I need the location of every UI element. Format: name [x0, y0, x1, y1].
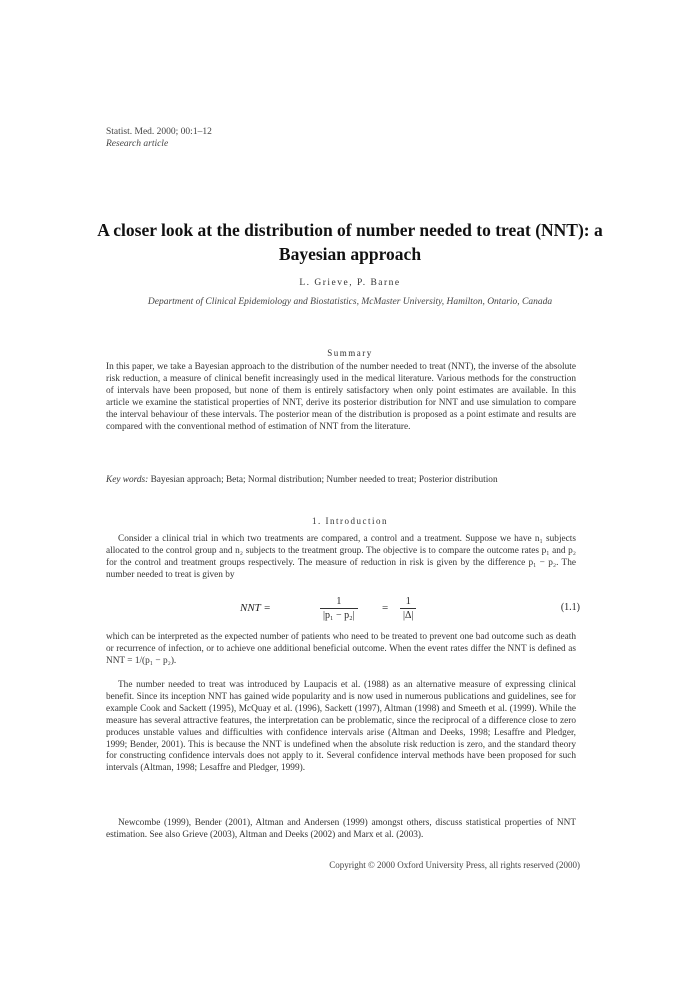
summary-text: In this paper, we take a Bayesian approach to the distribution of the number needed to treat (NNT), the inverse of the absolute risk reduction, a measure of clinical benefit increasingly used in the medical literature. Various methods for the construction of intervals have been proposed, but none of them is entirely satisfactory when only point estimates are available. In this article we examine the statistical properties of NNT, derive its posterior distribution for NNT and use simulation to compare the interval behaviour of these intervals. The posterior mean of the distribution is proposed as a point estimate and results are compared with the conventional method of estimation of NNT from the literature. — [106, 362, 576, 432]
author-line: L. Grieve, P. Barne — [299, 278, 401, 288]
copyright-footer: Copyright © 2000 Oxford University Press, all rights reserved (2000) — [329, 860, 580, 870]
equation-fraction-2 — [400, 596, 416, 622]
author-affiliation: Department of Clinical Epidemiology and Biostatistics, McMaster University, Hamilton, Ontario, Canada — [147, 297, 553, 307]
keywords-text: Bayesian approach; Beta; Normal distribution; Number needed to treat; Posterior distribution — [150, 475, 498, 485]
equation-nnt — [240, 596, 580, 626]
introduction-heading: 1. Introduction — [312, 516, 388, 526]
equation-denominator-2: |Δ| — [400, 608, 416, 622]
journal-citation: Statist. Med. 2000; 00:1–12 — [106, 127, 212, 137]
intro-paragraph-4: Newcombe (1999), Bender (2001), Altman and Andersen (1999) amongst others, discuss statistical properties of NNT estimation. See also Grieve (2003), Altman and Deeks (2002) and Marx et al. (2003). — [106, 818, 576, 840]
article-type: Research article — [106, 139, 169, 149]
equation-lhs: NNT = — [240, 602, 271, 614]
equation-equals: = — [382, 602, 389, 614]
equation-denominator-1: |p₁ − p₂| — [320, 608, 358, 622]
equation-numerator-2: 1 — [405, 596, 411, 607]
equation-numerator-1: 1 — [336, 596, 342, 607]
intro-paragraph-3: The number needed to treat was introduced by Laupacis et al. (1988) as an alternative measure of expressing clinical benefit. Since its inception NNT has gained wide popularity and is now used in numerous publications and guidelines, see for example Cook and Sackett (1995), McQuay et al. (1996), Sackett (1997), Altman (1998) and Smeeth et al. (1999). While the measure has several attractive features, the interpretation can be problematic, since the reciprocal of a difference close to zero produces unstable values and difficulties with confidence intervals arise (Altman and Deeks, 1998; Lesaffre and Pledger, 1999; Bender, 2001). This is because the NNT is undefined when the absolute risk reduction is zero, and the standard theory for constructing confidence intervals does not apply to it. Several confidence interval methods have been proposed for such intervals (Altman, 1998; Lesaffre and Pledger, 1999). — [106, 680, 576, 774]
keywords-label: Key words: — [106, 475, 149, 485]
equation-fraction-1 — [320, 596, 358, 622]
paper-title: A closer look at the distribution of number needed to treat (NNT): a Bayesian approach — [97, 220, 603, 264]
equation-number: (1.1) — [560, 602, 580, 613]
keywords — [106, 474, 576, 486]
journal-header — [106, 126, 212, 150]
intro-paragraph-1: Consider a clinical trial in which two treatments are compared, a control and a treatment. Suppose we have n₁ subjects allocated to the control group and n₂ subjects to the treatment group. The objective is to compare the outcome rates p₁ and p₂ for the control and treatment groups respectively. The measure of reduction in risk is given by the difference p₁ − p₂. The number needed to treat is given by — [106, 534, 576, 580]
summary-heading: Summary — [327, 348, 373, 358]
intro-paragraph-2: which can be interpreted as the expected number of patients who need to be treated to prevent one bad outcome such as death or recurrence of infection, or to achieve one additional beneficial outcome. When the event rates differ the NNT is defined as NNT = 1/(p₁ − p₂). — [106, 632, 576, 666]
